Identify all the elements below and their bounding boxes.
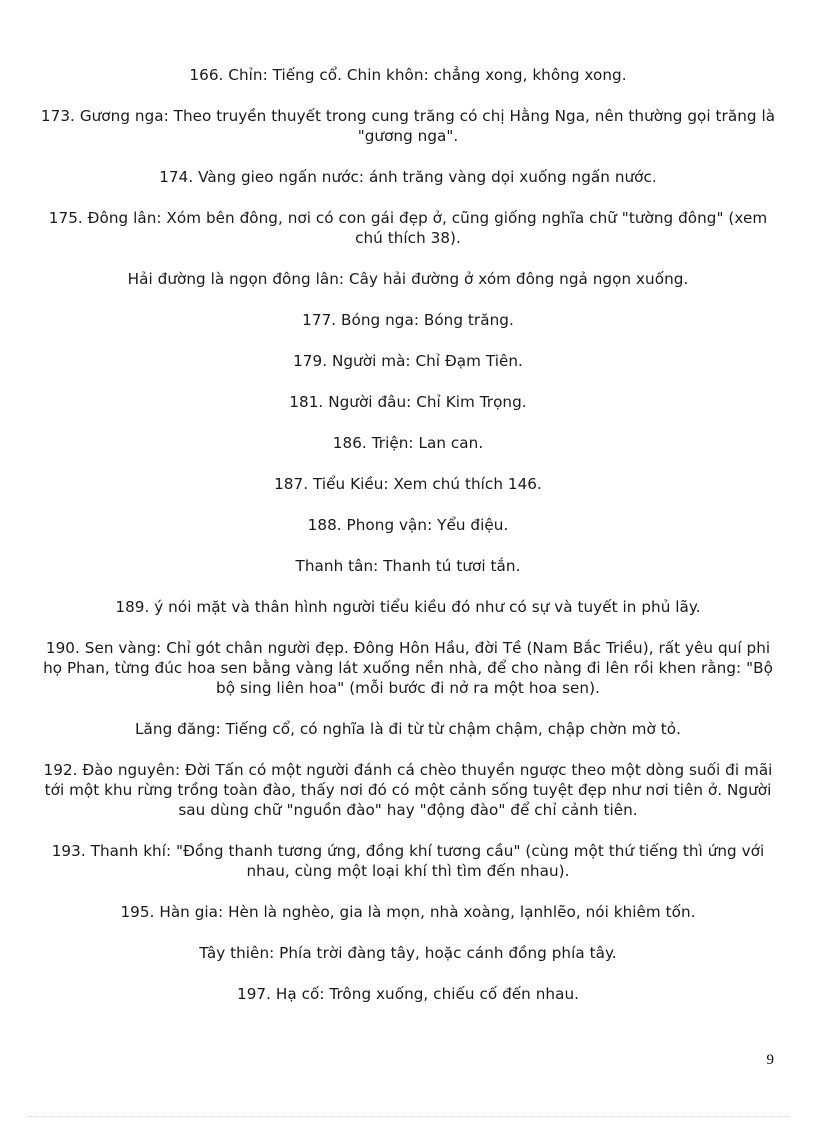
annotation-note: 181. Người đâu: Chỉ Kim Trọng. — [289, 393, 527, 411]
annotation-note: Thanh tân: Thanh tú tươi tắn. — [295, 557, 521, 575]
annotation-note: 190. Sen vàng: Chỉ gót chân người đẹp. Đông Hôn Hầu, đời Tề (Nam Bắc Triều), rất yêu quí phi họ Phan, từng đúc hoa sen bằng vàng lát xuống nền nhà, để cho nàng đi lên rồi khen rằng: "Bộ bộ sing liên hoa" (mỗi bước đi nở ra một hoa sen). — [43, 639, 773, 697]
annotation-note: Lăng đăng: Tiếng cổ, có nghĩa là đi từ từ chậm chậm, chập chờn mờ tỏ. — [135, 720, 681, 738]
annotation-note: 189. ý nói mặt và thân hình người tiểu kiều đó như có sự và tuyết in phủ lãy. — [115, 598, 701, 616]
annotation-note: 186. Triện: Lan can. — [332, 434, 484, 452]
annotation-note: 188. Phong vận: Yểu điệu. — [307, 516, 509, 534]
annotation-note: 179. Người mà: Chỉ Đạm Tiên. — [293, 352, 523, 370]
annotation-note: Tây thiên: Phía trời đàng tây, hoặc cánh đồng phía tây. — [199, 944, 617, 962]
annotation-note: 174. Vàng gieo ngấn nước: ánh trăng vàng dọi xuống ngấn nước. — [159, 168, 657, 186]
annotation-note: 166. Chỉn: Tiếng cổ. Chin khôn: chẳng xong, không xong. — [189, 66, 627, 84]
annotation-note: 192. Đào nguyên: Đời Tấn có một người đánh cá chèo thuyền ngược theo một dòng suối đi mãi tới một khu rừng trồng toàn đào, thấy nơi đó có một cảnh sống tuyệt đẹp như nơi tiên ở. Người sau dùng chữ "nguồn đào" hay "động đào" để chỉ cảnh tiên. — [43, 761, 773, 819]
annotation-note: 193. Thanh khí: "Đồng thanh tương ứng, đồng khí tương cầu" (cùng một thứ tiếng thì ứng với nhau, cùng một loại khí thì tìm đến nhau). — [51, 842, 765, 880]
annotation-note: 195. Hàn gia: Hèn là nghèo, gia là mọn, nhà xoàng, lạnhlẽo, nói khiêm tốn. — [120, 903, 696, 921]
annotation-note: Hải đường là ngọn đông lân: Cây hải đường ở xóm đông ngả ngọn xuống. — [127, 270, 689, 288]
page-bottom-divider — [28, 1116, 788, 1117]
annotation-note: 173. Gương nga: Theo truyền thuyết trong cung trăng có chị Hằng Nga, nên thường gọi trăng là "gương nga". — [40, 107, 776, 145]
annotation-note: 197. Hạ cố: Trông xuống, chiếu cố đến nhau. — [236, 985, 579, 1003]
annotation-note: 177. Bóng nga: Bóng trăng. — [302, 311, 514, 329]
annotation-note: 175. Đông lân: Xóm bên đông, nơi có con gái đẹp ở, cũng giống nghĩa chữ "tường đông" (xem chú thích 38). — [48, 209, 768, 247]
annotation-note: 187. Tiểu Kiều: Xem chú thích 146. — [274, 475, 542, 493]
annotation-list — [40, 65, 776, 1025]
page-number: 9 — [766, 1052, 774, 1068]
